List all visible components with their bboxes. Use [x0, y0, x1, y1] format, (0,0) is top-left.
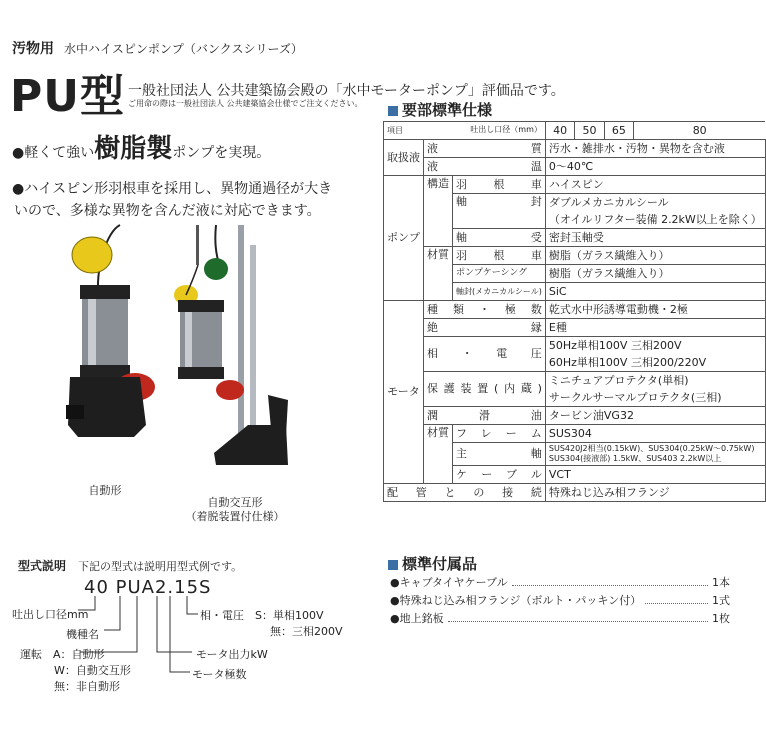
header-item-label: 項目 — [387, 126, 403, 135]
material-impeller-label: 羽根車 — [453, 247, 546, 265]
liquid-label: 液 質 — [424, 140, 546, 158]
mech-seal-label: 軸封(メカニカルシール) — [453, 283, 546, 301]
temp-value: 0〜40℃ — [545, 158, 765, 176]
model-code-title: 型式説明 — [18, 559, 67, 573]
table-row — [384, 337, 766, 355]
feature-lightweight — [12, 128, 270, 165]
alternate-caption-1: 自動交互形 — [207, 496, 263, 509]
phase-label: 相・電圧 — [424, 337, 546, 372]
pump-alternate-image — [168, 225, 308, 490]
bore-80: 80 — [634, 122, 766, 140]
motor-material-label: 材質 — [424, 425, 453, 484]
series-title: 水中ハイスピンポンプ（バンクスシリーズ） — [64, 42, 303, 56]
model-code-header — [18, 557, 242, 574]
impeller-label: 羽根車 — [453, 176, 546, 194]
table-row — [384, 176, 766, 194]
model-code-note: 下記の型式は説明用型式例です。 — [78, 560, 243, 573]
shaft-seal-value-1: ダブルメカニカルシール — [545, 194, 765, 212]
shaft-value-1: SUS420J2相当(0.15kW)、SUS304(0.25kW〜0.75kW) — [548, 444, 755, 453]
casing-label: ポンプケーシング — [453, 265, 546, 283]
table-row — [384, 425, 766, 443]
frame-label: フレーム — [453, 425, 546, 443]
table-row — [384, 247, 766, 265]
name-explanation: 機種名 — [66, 628, 99, 641]
phase-explanation-2: 無：三相200V — [270, 625, 343, 638]
cable-label: ケーブル — [453, 466, 546, 484]
auto-caption: 自動形 — [88, 484, 122, 497]
feature-1-post: ポンプを実現。 — [172, 145, 271, 161]
feature-2-line-1: ●ハイスピン形羽根車を採用し、異物通過径が大き — [12, 181, 333, 197]
shaft-value-2: SUS304(接液部) 1.5kW、SUS403 2.2kW以上 — [548, 454, 722, 463]
feature-hispin — [12, 178, 332, 222]
bearing-label: 軸 受 — [453, 229, 546, 247]
table-row — [384, 484, 766, 502]
table-row — [384, 319, 766, 337]
accessory-name: ●特殊ねじ込み相フランジ（ボルト・パッキン付） — [390, 594, 642, 607]
protect-value-2: サークルサーマルプロテクタ(三相) — [545, 389, 765, 407]
certification-text: 一般社団法人 公共建築協会殿の「水中モーターポンプ」評価品です。 — [128, 83, 565, 99]
liquid-value: 汚水・雑排水・汚物・異物を含む液 — [545, 140, 765, 158]
frame-value: SUS304 — [545, 425, 765, 443]
material-label: 材質 — [424, 247, 453, 301]
list-item — [390, 610, 730, 626]
accessories-title — [388, 553, 477, 574]
cable-value: VCT — [545, 466, 765, 484]
pump-label: ポンプ — [384, 176, 424, 301]
phase-explanation: 相・電圧 S：単相100V — [200, 609, 324, 622]
shaft-seal-value-2: （オイルリフター装備 2.2kW以上を除く） — [545, 211, 765, 229]
lube-value: タービン油VG32 — [545, 407, 765, 425]
output-explanation: モータ出力kW — [196, 648, 268, 661]
structure-label: 構造 — [424, 176, 453, 247]
shaft-label: 主 軸 — [453, 443, 546, 466]
bore-50: 50 — [575, 122, 604, 140]
table-row — [384, 372, 766, 390]
type-value: 乾式水中形誘導電動機・2極 — [545, 301, 765, 319]
insulation-label: 絶 縁 — [424, 319, 546, 337]
table-row — [384, 301, 766, 319]
bore-40: 40 — [545, 122, 574, 140]
pipe-value: 特殊ねじ込み相フランジ — [545, 484, 765, 502]
table-row — [384, 158, 766, 176]
phase-value-2: 60Hz単相100V 三相200/220V — [545, 354, 765, 372]
alternate-caption-2: （着脱装置付仕様） — [185, 510, 285, 523]
accessory-qty: 1本 — [712, 576, 730, 589]
header-bore-label: 吐出し口径（mm） — [470, 125, 542, 134]
impeller-value: ハイスピン — [545, 176, 765, 194]
casing-value: 樹脂（ガラス繊維入り） — [545, 265, 765, 283]
list-item — [390, 574, 730, 590]
square-icon — [388, 106, 398, 116]
feature-2-line-2: いので、多様な異物を含んだ液に対応できます。 — [14, 203, 321, 219]
square-icon — [388, 560, 398, 570]
bore-65: 65 — [604, 122, 633, 140]
spec-table — [383, 121, 766, 502]
feature-1-big: 樹脂製 — [94, 134, 173, 164]
operation-explanation: 運転 A：自動形 — [20, 648, 105, 661]
accessory-name: ●地上銘板 — [390, 612, 444, 625]
accessories-title-text: 標準付属品 — [402, 555, 478, 573]
lube-label: 潤 滑 油 — [424, 407, 546, 425]
bearing-value: 密封玉軸受 — [545, 229, 765, 247]
pipe-label: 配管との接続 — [384, 484, 546, 502]
accessory-qty: 1枚 — [712, 612, 730, 625]
poles-explanation: モータ極数 — [192, 668, 247, 681]
spec-title-text: 要部標準仕様 — [402, 101, 493, 119]
category-label: 汚物用 — [12, 41, 54, 57]
insulation-value: E種 — [545, 319, 765, 337]
motor-label: モータ — [384, 301, 424, 484]
feature-1-pre: ●軽くて強い — [12, 145, 95, 161]
material-impeller-value: 樹脂（ガラス繊維入り） — [545, 247, 765, 265]
handling-label: 取扱液 — [384, 140, 424, 176]
table-row — [384, 140, 766, 158]
table-row — [384, 407, 766, 425]
shaft-seal-label: 軸 封 — [453, 194, 546, 229]
temp-label: 液 温 — [424, 158, 546, 176]
shaft-value — [545, 443, 765, 466]
model-code-example: 40 PUA2.15S — [84, 577, 212, 598]
phase-value-1: 50Hz単相100V 三相200V — [545, 337, 765, 355]
list-item — [390, 592, 730, 608]
model-title: PU型 — [10, 71, 125, 122]
table-row — [384, 122, 766, 140]
certification-note: ご用命の際は一般社団法人 公共建築協会仕様でご注文ください。 — [128, 99, 363, 108]
accessory-name: ●キャブタイヤケーブル — [390, 576, 508, 589]
accessory-qty: 1式 — [712, 594, 730, 607]
operation-w: W：自動交互形 — [54, 664, 131, 677]
mech-seal-value: SiC — [545, 283, 765, 301]
bore-explanation: 吐出し口径mm — [12, 608, 89, 621]
operation-none: 無：非自動形 — [54, 680, 120, 693]
spec-header-cell — [384, 122, 546, 140]
spec-title — [388, 99, 492, 120]
protect-label: 保護装置(内蔵) — [424, 372, 546, 407]
pump-auto-image — [40, 225, 170, 480]
type-label: 種類・極数 — [424, 301, 546, 319]
protect-value-1: ミニチュアプロテクタ(単相) — [545, 372, 765, 390]
